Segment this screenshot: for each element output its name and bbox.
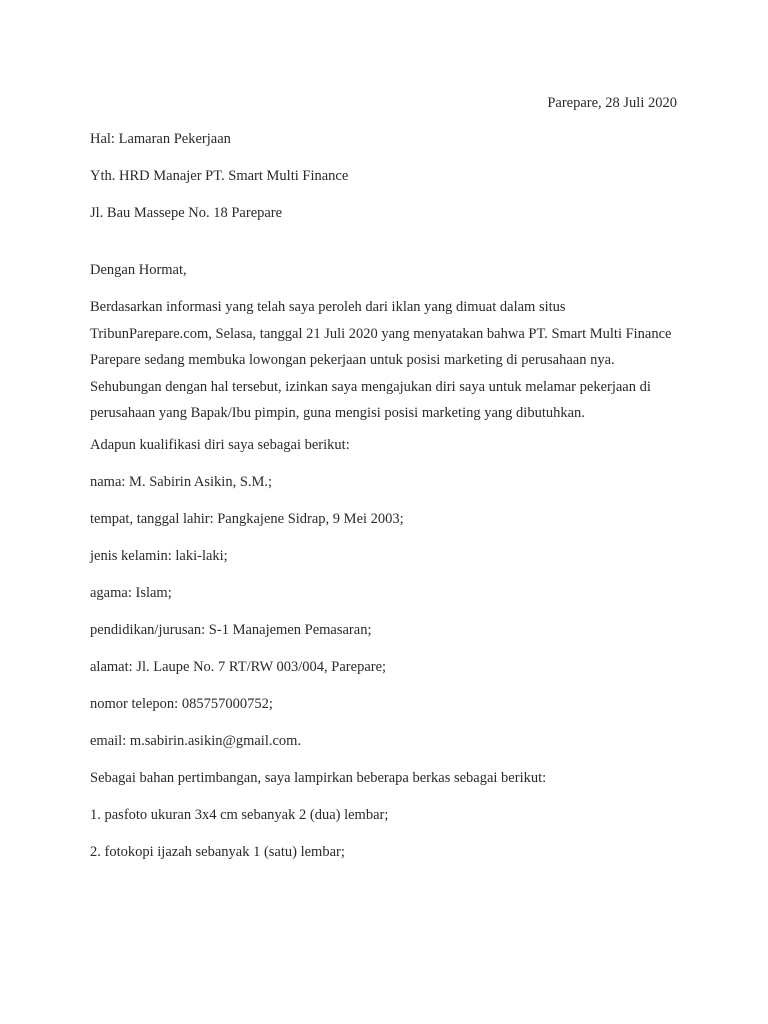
qualification-item: jenis kelamin: laki-laki; xyxy=(90,547,228,564)
opening-paragraph: Berdasarkan informasi yang telah saya peroleh dari iklan yang dimuat dalam situs TribunParepare.com, Selasa, tanggal 21 Juli 2020 yang menyatakan bahwa PT. Smart Multi Finance Parepare sedang membuka lowongan pekerjaan untuk posisi marketing di perusahaan nya. Sehubungan dengan hal tersebut, izinkan saya mengajukan diri saya untuk melamar pekerjaan di perusahaan yang Bapak/Ibu pimpin, guna mengisi posisi marketing yang dibutuhkan. xyxy=(90,299,672,421)
qualification-item: tempat, tanggal lahir: Pangkajene Sidrap, 9 Mei 2003; xyxy=(90,510,404,527)
letter-date: Parepare, 28 Juli 2020 xyxy=(547,95,677,111)
qualification-item: alamat: Jl. Laupe No. 7 RT/RW 003/004, Parepare; xyxy=(90,658,387,675)
qualification-item: pendidikan/jurusan: S-1 Manajemen Pemasaran; xyxy=(90,621,372,638)
qualification-item: agama: Islam; xyxy=(90,584,172,601)
letter-recipient: Yth. HRD Manajer PT. Smart Multi Finance xyxy=(90,168,349,184)
attachments-intro: Sebagai bahan pertimbangan, saya lampirkan beberapa berkas sebagai berikut: xyxy=(90,769,547,786)
letter-recipient-address: Jl. Bau Massepe No. 18 Parepare xyxy=(90,205,283,221)
letter-subject: Hal: Lamaran Pekerjaan xyxy=(90,131,231,147)
qualification-item: nama: M. Sabirin Asikin, S.M.; xyxy=(90,473,273,490)
letter-body xyxy=(90,129,682,879)
qualification-item: nomor telepon: 085757000752; xyxy=(90,695,273,712)
attachment-item: 2. fotokopi ijazah sebanyak 1 (satu) lembar; xyxy=(90,843,345,860)
letter-salutation: Dengan Hormat, xyxy=(90,262,187,278)
attachment-item: 1. pasfoto ukuran 3x4 cm sebanyak 2 (dua) lembar; xyxy=(90,806,389,823)
qualification-intro: Adapun kualifikasi diri saya sebagai berikut: xyxy=(90,436,350,453)
qualification-item: email: m.sabirin.asikin@gmail.com. xyxy=(90,732,302,749)
